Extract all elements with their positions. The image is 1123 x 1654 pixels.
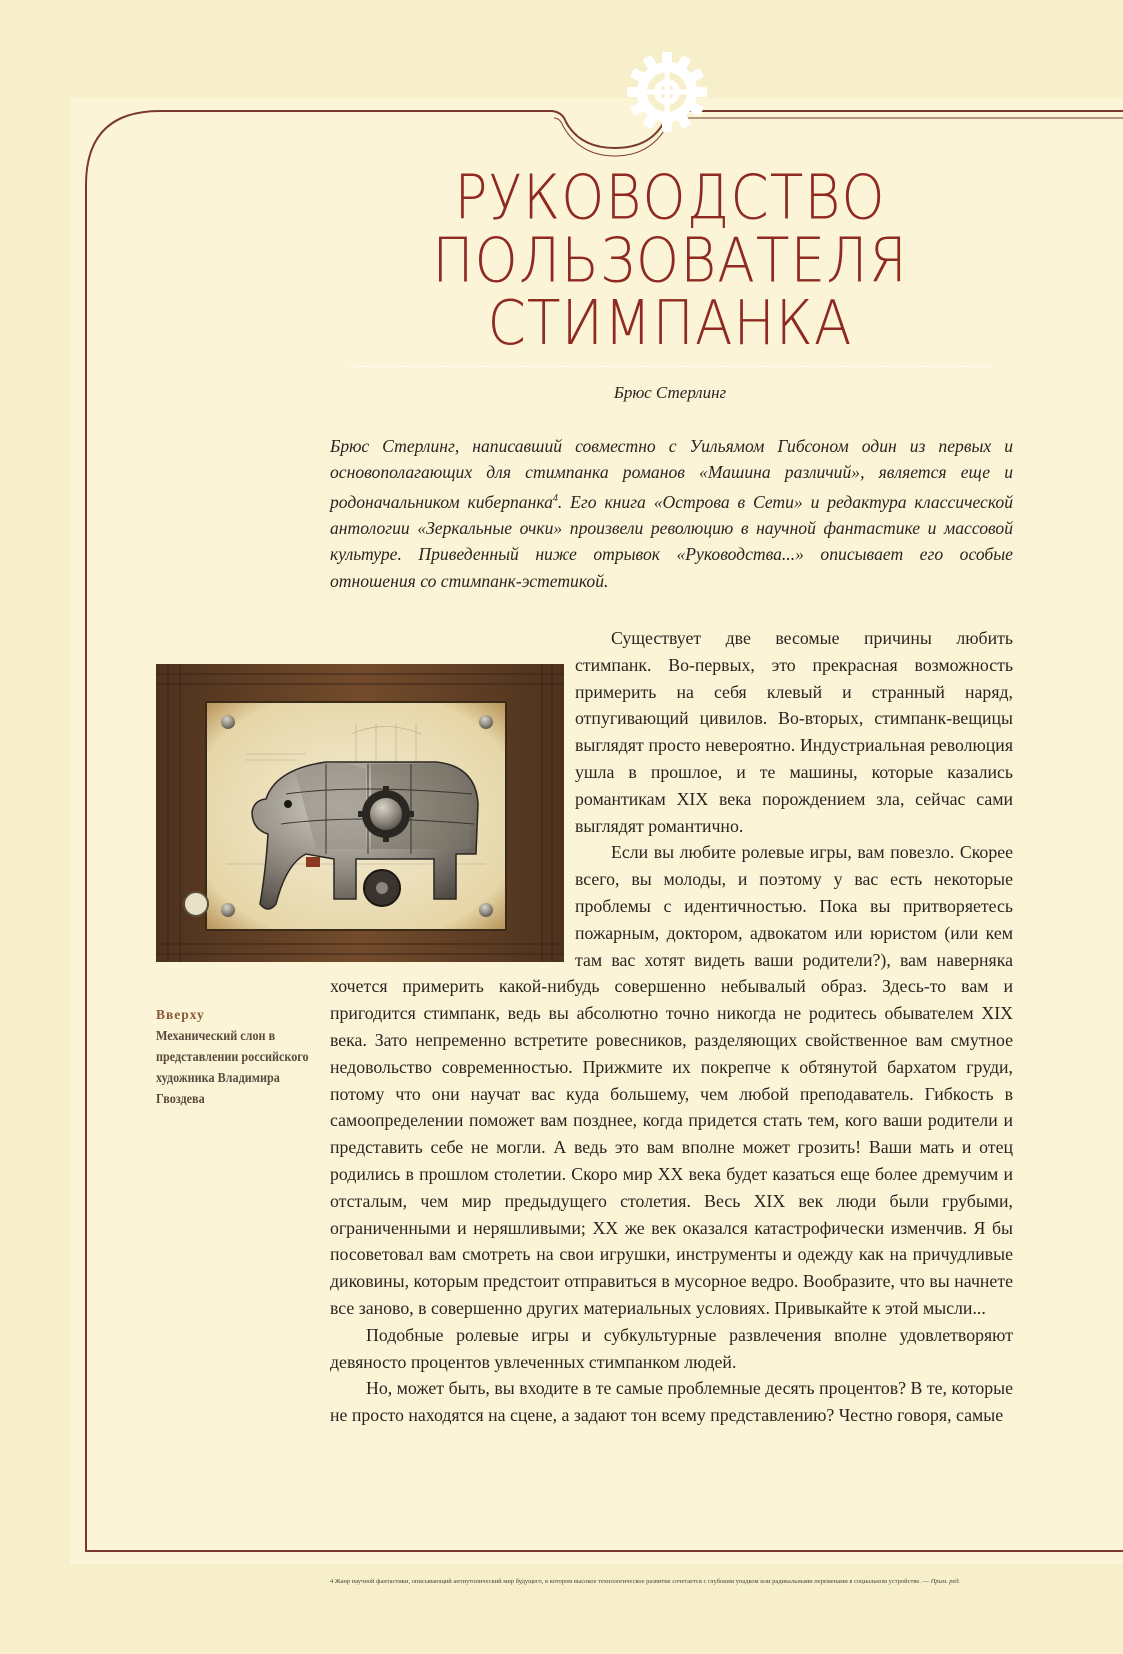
figure-caption (156, 1004, 316, 1109)
intro-text-rest: . Его книга «Острова в Сети» и редактура классической антологии «Зеркальные очки» произвели революцию в научной фантастике и массовой культуре. Приведенный ниже отрывок «Руководства...» описывает его особые отношения со стимпанк-эстетикой. (330, 491, 1014, 591)
title-line-1: РУКОВОДСТВО (454, 161, 886, 234)
caption-title: Вверху (156, 1007, 205, 1022)
footnote-ref[interactable]: 4 (552, 492, 558, 504)
footnote-text: 4 Жанр научной фантастики, описывающий антиутопический мир будущего, в котором высокое технологическое развитие сочетается с глубоким упадком или радикальными переменами в социальном устройстве. — (330, 1578, 930, 1585)
title-line-2: ПОЛЬЗОВАТЕЛЯ (432, 224, 908, 296)
caption-text: Механический слон в представлении российского художника Владимира Гвоздева (156, 1028, 309, 1106)
author-byline: Брюс Стерлинг (613, 383, 727, 402)
intro-text: Брюс Стерлинг, написавший совместно с Уильямом Гибсоном один из первых и основополагающих для стимпанка романов «Машина различий», является еще и родоначальником киберпанка (330, 436, 1013, 512)
intro-lead (330, 433, 1013, 594)
footnote (330, 1576, 1020, 1588)
title-line-3: СТИМПАНКА (487, 286, 853, 359)
footnote-end: Прим. ред. (930, 1578, 961, 1585)
body-paragraph-3: Подобные ролевые игры и субкультурные развлечения вполне удовлетворяют девяносто процентов увлеченных стимпанком людей. (330, 1324, 1013, 1372)
title-divider (350, 366, 993, 367)
body-paragraph-2: Если вы любите ролевые игры, вам повезло. Скорее всего, вы молоды, и поэтому у вас есть некоторые проблемы с идентичностью. Пока вы притворяетесь пожарным, доктором, адвокатом или юристом (или кем там вас хотят видеть ваши родители?), вам наверняка хочется примерить какой-нибудь совершенно небывалый образ. Здесь-то вам и пригодится стимпанк, ведь вы абсолютно точно никогда не родитесь обывателем XIX века. Зато непременно встретите ровесников, разделяющих свойственное вам смутное недовольство современностью. Прижмите их покрепче к обтянутой бархатом груди, потому что они научат вас куда большему, чем любой преподаватель. Гибкость в самоопределении поможет вам позднее, когда придется стать тем, кого ваши родители и представить себе не могли. А ведь это вам вполне может грозить! Ваши мать и отец родились в прошлом столетии. Скоро мир XX века будет казаться еще более дремучим и отсталым, чем мир предыдущего столетия. Весь XIX век люди были грубыми, ограниченными и неряшливыми; XX же век оказался катастрофически изменчив. Я бы посоветовал вам смотреть на свои игрушки, инструменты и одежду как на причудливые диковины, которым предстоит отправиться в мусорное ведро. Вообразите, что вы начнете все заново, в совершенно других материальных условиях. Привыкайте к этой мысли... (330, 842, 1013, 1318)
gear-icon (625, 50, 709, 134)
body-paragraph-4: Но, может быть, вы входите в те самые проблемные десять процентов? В те, которые не просто находятся на сцене, а задают тон всему представлению? Честно говоря, самые (330, 1378, 1013, 1426)
body-paragraph-1: Существует две весомые причины любить стимпанк. Во-первых, это прекрасная возможность примерить на себя клевый и странный наряд, отпугивающий цивилов. Во-вторых, стимпанк-вещицы выглядят просто невероятно. Индустриальная революция ушла в прошлое, и те машины, которые казались романтикам XIX века порождением зла, сейчас сами выглядят романтично. (575, 628, 1013, 836)
article-body (330, 625, 1013, 1429)
article-title (330, 161, 1010, 359)
